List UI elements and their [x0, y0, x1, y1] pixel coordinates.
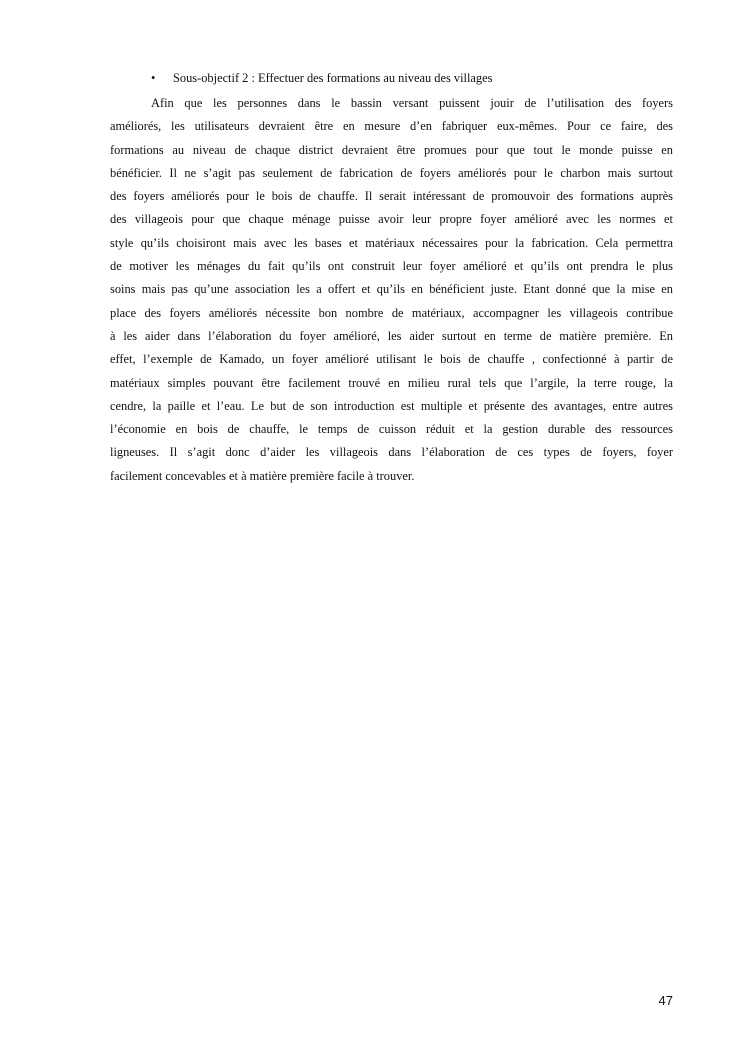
paragraph-line: de motiver les ménages du fait qu’ils ont construit leur foyer amélioré et qu’ils ont prendra le plus: [110, 259, 673, 274]
paragraph-line: Afin que les personnes dans le bassin versant puissent jouir de l’utilisation des foyers: [151, 96, 673, 110]
paragraph-line: cendre, la paille et l’eau. Le but de son introduction est multiple et présente des avantages, entre autres: [110, 398, 673, 413]
paragraph-line: des villageois pour que chaque ménage puisse avoir leur propre foyer amélioré avec les normes et: [110, 212, 673, 227]
bullet-icon: •: [151, 71, 156, 85]
paragraph-line: ligneuses. Il s’agit donc d’aider les villageois dans l’élaboration de ces types de foyers, foyer: [110, 445, 673, 460]
page-number: 47: [658, 993, 673, 1008]
paragraph-line: améliorés, les utilisateurs devraient être en mesure d’en fabriquer eux-mêmes. Pour ce faire, des: [110, 119, 673, 134]
paragraph-line: style qu’ils choisiront mais avec les bases et matériaux nécessaires pour la fabrication. Cela permettra: [110, 235, 673, 250]
bullet-text: Sous-objectif 2 : Effectuer des formations au niveau des villages: [173, 71, 493, 85]
paragraph-line: matériaux simples pouvant être facilement trouvé en milieu rural tels que l’argile, la terre rouge, la: [110, 375, 673, 390]
paragraph-line: bénéficier. Il ne s’agit pas seulement de fabrication de foyers améliorés pour le charbon mais surtout: [110, 165, 673, 180]
paragraph-line: l’économie en bois de chauffe, le temps de cuisson réduit et la gestion durable des ressources: [110, 422, 673, 437]
bullet-item: [151, 70, 492, 87]
paragraph-line: effet, l’exemple de Kamado, un foyer amélioré utilisant le bois de chauffe , confectionné à partir de: [110, 352, 673, 367]
paragraph-line: formations au niveau de chaque district devraient être promues pour que tout le monde puisse en: [110, 142, 673, 157]
paragraph-line: soins mais pas qu’une association les a offert et qu’ils en bénéficient juste. Etant donné que la mise en: [110, 282, 673, 297]
paragraph-line: à les aider dans l’élaboration du foyer amélioré, les aider surtout en terme de matière première. En: [110, 328, 673, 343]
paragraph-line: place des foyers améliorés nécessite bon nombre de matériaux, accompagner les villageois contribue: [110, 305, 673, 320]
paragraph-line: des foyers améliorés pour le bois de chauffe. Il serait intéressant de promouvoir des formations auprès: [110, 189, 673, 204]
body-paragraph: [110, 95, 673, 491]
paragraph-line: facilement concevables et à matière première facile à trouver.: [110, 468, 415, 483]
